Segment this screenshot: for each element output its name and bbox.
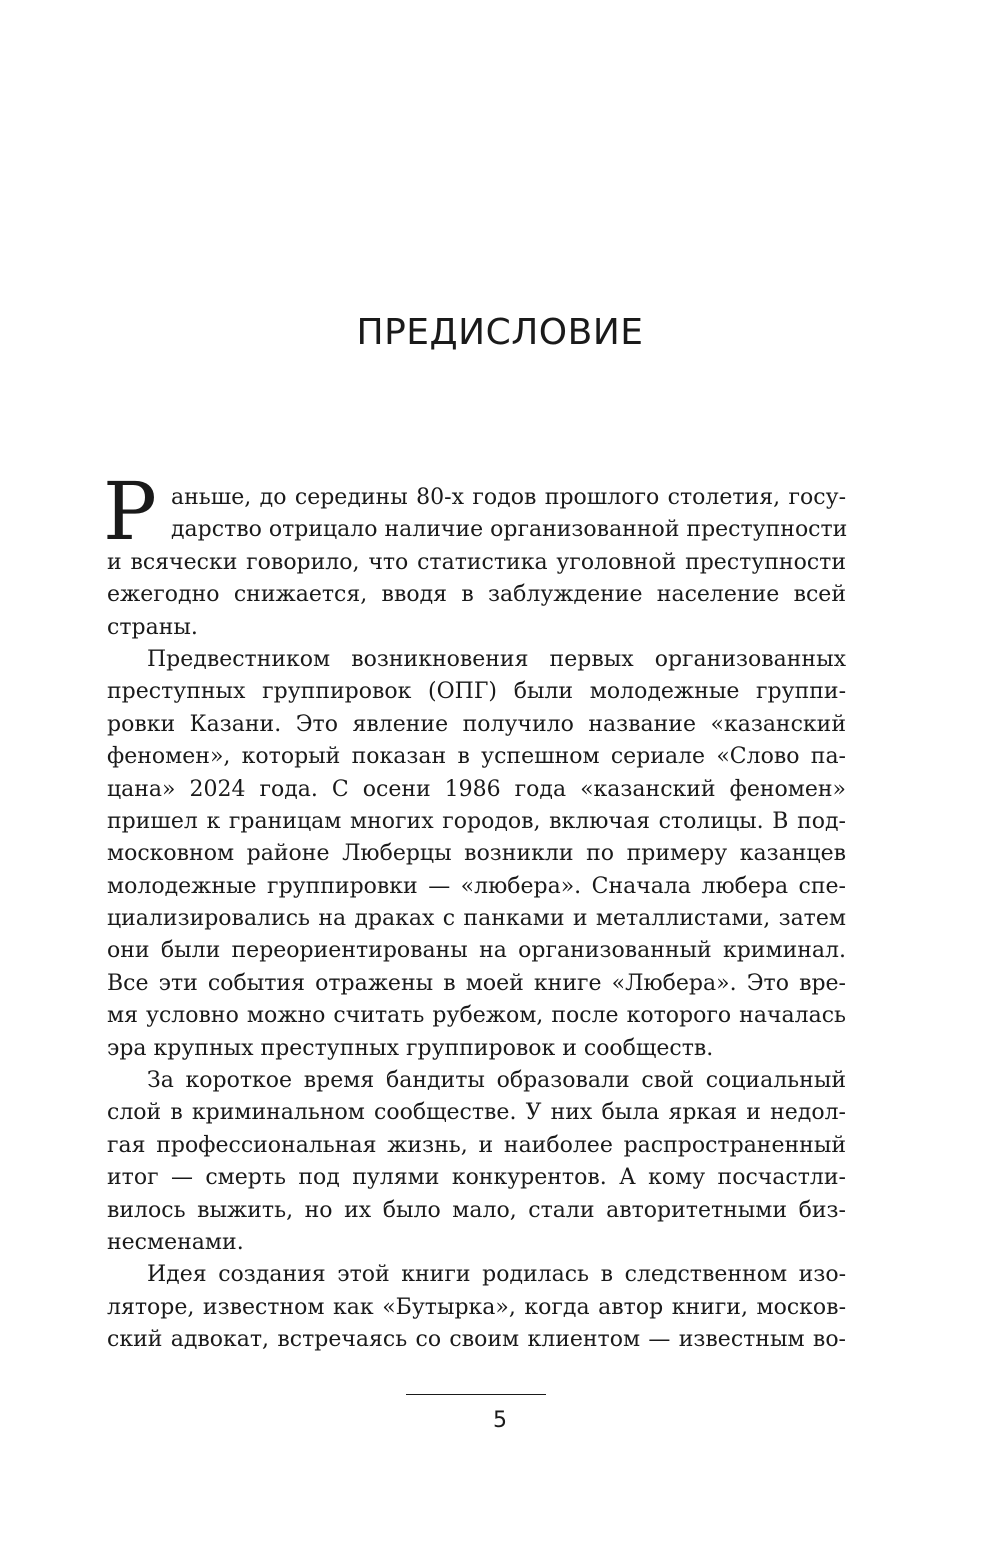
page-number: 5	[493, 1408, 507, 1433]
text-line: циализировались на драках с панками и металлистами, затем	[107, 906, 846, 932]
text-line: итог — смерть под пулями конкурентов. А кому посчастли-	[107, 1165, 846, 1191]
text-line: ляторе, известном как «Бутырка», когда автор книги, москов-	[107, 1294, 846, 1320]
text-line: преступных группировок (ОПГ) были молодежные группи-	[107, 679, 846, 705]
text-line: Предвестником возникновения первых организованных	[147, 646, 846, 672]
text-line: несменами.	[107, 1229, 244, 1255]
text-line: ровки Казани. Это явление получило название «казанский	[107, 711, 846, 737]
footer-rule	[406, 1394, 546, 1395]
text-line: вилось выжить, но их было мало, стали авторитетными биз-	[107, 1197, 846, 1223]
text-line: Все эти события отражены в моей книге «Любера». Это вре-	[107, 970, 846, 996]
text-line: они были переориентированы на организованный криминал.	[107, 938, 846, 964]
text-line: За короткое время бандиты образовали свой социальный	[147, 1068, 846, 1094]
text-line: и всячески говорило, что статистика уголовной преступности	[107, 549, 846, 575]
text-line: эра крупных преступных группировок и сообществ.	[107, 1035, 714, 1061]
page-title: ПРЕДИСЛОВИЕ	[356, 312, 644, 353]
text-line: московном районе Люберцы возникли по примеру казанцев	[107, 841, 846, 867]
text-line: ский адвокат, встречаясь со своим клиентом — известным во-	[107, 1327, 846, 1353]
text-line: Идея создания этой книги родилась в следственном изо-	[147, 1262, 846, 1288]
drop-cap: Р	[103, 465, 157, 558]
text-line: феномен», который показан в успешном сериале «Слово па-	[107, 744, 846, 770]
text-line: мя условно можно считать рубежом, после которого началась	[107, 1003, 846, 1029]
text-line: дарство отрицало наличие организованной преступности	[171, 517, 848, 543]
body-text	[103, 465, 848, 1357]
text-line: цана» 2024 года. С осени 1986 года «казанский феномен»	[107, 776, 846, 802]
text-line: ежегодно снижается, вводя в заблуждение население всей	[107, 582, 846, 608]
text-line: страны.	[107, 614, 198, 640]
text-line: гая профессиональная жизнь, и наиболее распространенный	[107, 1132, 846, 1158]
text-line: аньше, до середины 80-х годов прошлого столетия, госу-	[171, 485, 846, 510]
text-line: пришел к границам многих городов, включая столицы. В под-	[107, 808, 846, 834]
text-line: слой в криминальном сообществе. У них была яркая и недол-	[107, 1100, 846, 1126]
text-line: молодежные группировки — «любера». Сначала любера спе-	[107, 873, 846, 899]
